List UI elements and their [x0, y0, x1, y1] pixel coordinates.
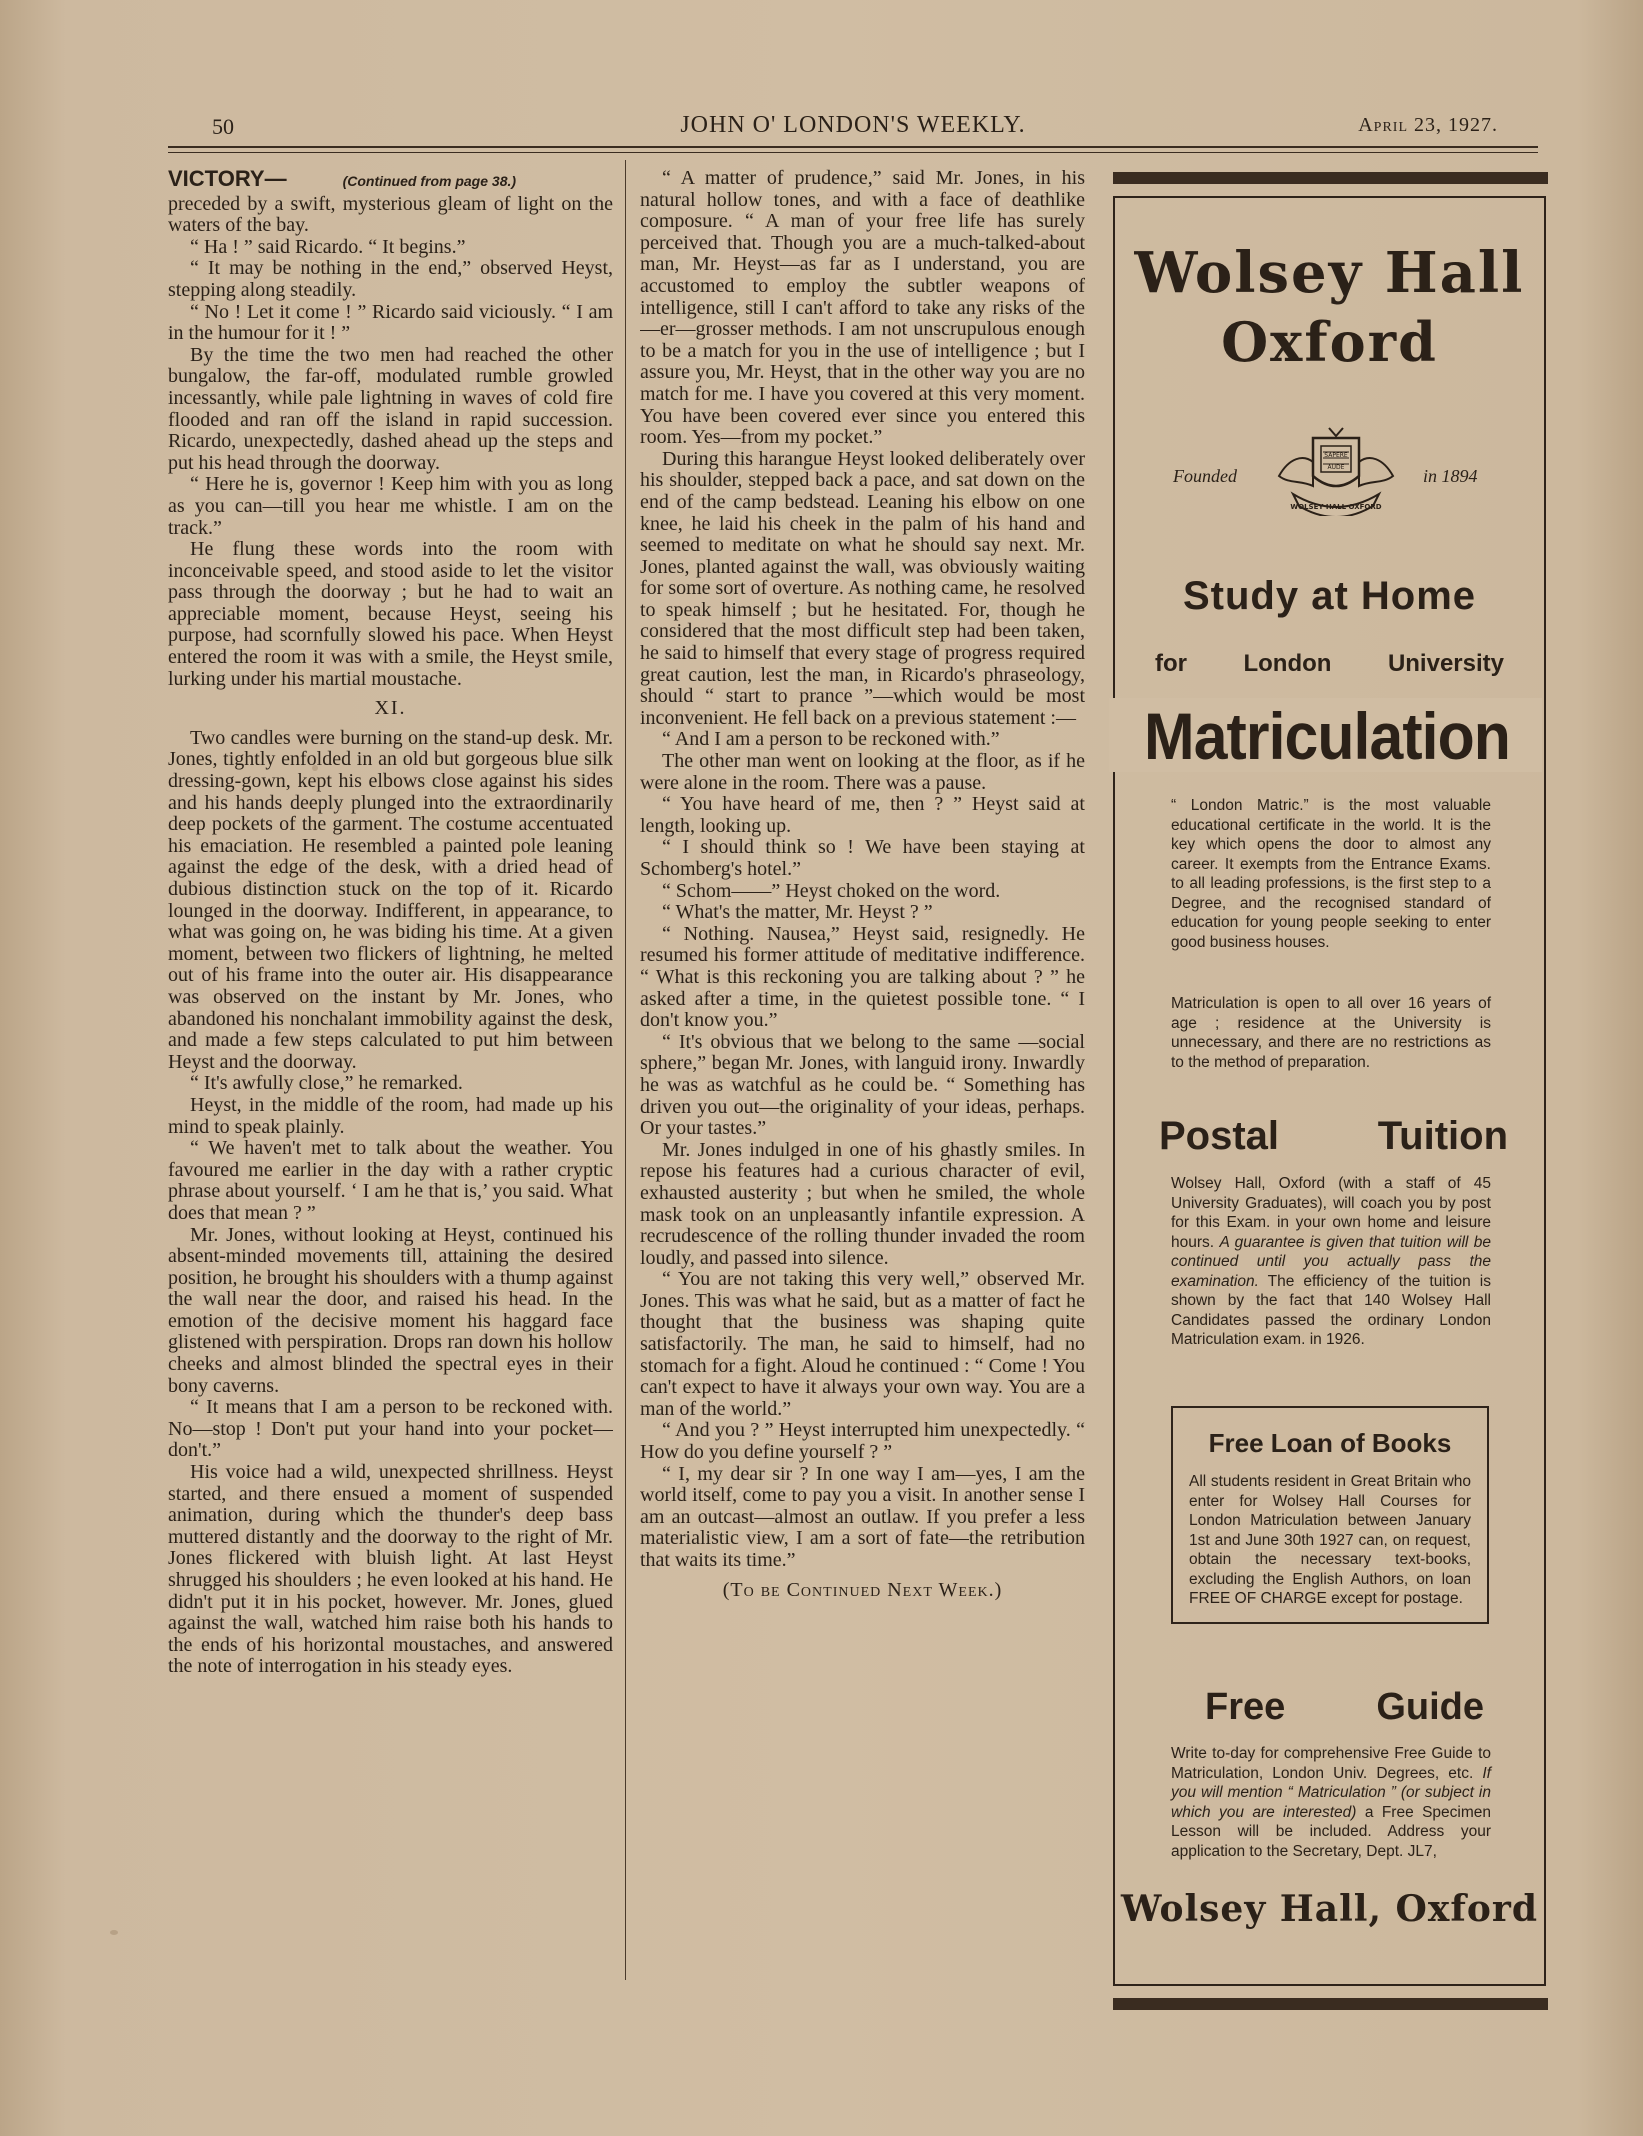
- story-paragraph: By the time the two men had reached the other bungalow, the far-off, modulated rumble growled incessantly, while pale lightning in waves of cold fire flooded and ran off the island in rapid succession. Ricardo, unexpectedly, dashed ahead up the steps and put his head through the doorway.: [168, 343, 613, 474]
- header-rule-thin: [168, 152, 1538, 153]
- story-paragraph: “ A matter of prudence,” said Mr. Jones, in his natural hollow tones, and with a face of deathlike composure. “ A man of your free life has surely perceived that. Though you are a much-talked-about man, Mr. Heyst—as far as I understand, you are accustomed to employ the subtler weapons of intelligence, still I can't afford to take any risks of the—er—grosser methods. I am not unscrupulous enough to be a match for you in the use of intelligence ; but I assure you, Mr. Heyst, that in the other way you are no match for me. I have you covered at this very moment. You have been covered ever since you entered this room. Yes—from my pocket.”: [640, 168, 1085, 449]
- ad-para3-text-c: The efficiency of the tuition is shown by the fact that 140 Wolsey Hall Candidates passed the ordinary London Matriculation exam. in 1926.: [1171, 1272, 1491, 1348]
- header-rule: [168, 146, 1538, 148]
- ad-postal-heading: [1159, 1114, 1508, 1159]
- ad-for-word-2: London: [1243, 650, 1332, 677]
- story-paragraph: His voice had a wild, unexpected shrillness. Heyst started, and there ensued a moment of suspended animation, during which the thunder's deep bass muttered distantly and the doorway to the right of Mr. Jones flickered with bluish light. At last Heyst shrugged his shoulders ; he even looked at his hand. He didn't put it in his pocket, however. Mr. Jones, glued against the wall, watched him raise both his hands to the ends of his horizontal moustaches, and answered the note of interrogation in his steady eyes.: [168, 1461, 613, 1678]
- story-paragraph: “ It's awfully close,” he remarked.: [190, 1072, 463, 1095]
- story-column-2: [640, 168, 1085, 2018]
- ad-founded-label: Founded: [1173, 466, 1237, 486]
- ad-para4-text-c: a Free Specimen Lesson will be included. Address your application to the Secretary, Dept. JL7,: [1171, 1803, 1492, 1860]
- story-paragraph: He flung these words into the room with inconceivable speed, and stood aside to let the visitor pass through the doorway ; but he had to wait an appreciable moment, because Heyst, seeing his purpose, had scornfully slowed his pace. When Heyst entered the room it was with a smile, the Heyst smile, lurking under his martial moustache.: [168, 538, 613, 690]
- wolsey-hall-advert: [1113, 196, 1546, 1986]
- story-paragraph: Mr. Jones indulged in one of his ghastly smiles. In repose his features had a curious character of evil, exhausted austerity ; but when he smiled, the whole mask took on an unpleasantly infantile expression. A recrudescence of the rolling thunder invaded the room loudly, and passed into silence.: [640, 1138, 1085, 1269]
- ad-para4-text-a: Write to-day for comprehensive Free Guide to Matriculation, London Univ. Degrees, etc.: [1171, 1745, 1491, 1782]
- story-paragraph: “ Ha ! ” said Ricardo. “ It begins.”: [190, 235, 466, 258]
- college-crest-icon: [1273, 424, 1399, 516]
- page-header: [168, 108, 1538, 148]
- story-paragraph: Two candles were burning on the stand-up desk. Mr. Jones, tightly enfolded in an old but gorgeous blue silk dressing-gown, kept his elbows close against his sides and his hands deeply plunged into the extraordinarily deep pockets of the garment. The costume accentuated his emaciation. He resembled a painted pole leaning against the edge of the desk, with a dried head of dubious distinction stuck on the top of it. Ricardo lounged in the doorway. Indifferent, in appearance, to what was going on, he was biding his time. At a given moment, between two flickers of lightning, he melted out of his frame into the outer air. His disappearance was observed on the instant by Mr. Jones, who abandoned his nonchalant immobility against the desk, and made a few steps calculated to put him between Heyst and the doorway.: [168, 726, 613, 1073]
- ad-paragraph-4: [1171, 1744, 1491, 1861]
- ad-loan-title: Free Loan of Books: [1208, 1428, 1452, 1458]
- ad-name-line-1: Wolsey Hall: [1134, 240, 1525, 306]
- story-paragraph: “ You have heard of me, then ? ” Heyst said at length, looking up.: [640, 793, 1085, 837]
- to-be-continued: (To be Continued Next Week.): [722, 1578, 1003, 1601]
- continued-note: (Continued from page 38.): [342, 173, 517, 189]
- story-paragraph: “ It means that I am a person to be reckoned with. No—stop ! Don't put your hand into your pocket—don't.”: [168, 1396, 613, 1462]
- story-paragraph: “ And you ? ” Heyst interrupted him unexpectedly. “ How do you define yourself ? ”: [640, 1419, 1085, 1464]
- ad-free-guide-heading: [1205, 1686, 1484, 1729]
- story-paragraph: “ I should think so ! We have been staying at Schomberg's hotel.”: [640, 836, 1085, 880]
- ad-para3-guarantee: A guarantee is given that tuition will be continued until you actually pass the examination.: [1171, 1233, 1491, 1290]
- story-paragraph: Heyst, in the middle of the room, had made up his mind to speak plainly.: [168, 1093, 613, 1138]
- story-paragraph: “ And I am a person to be reckoned with.”: [662, 728, 1000, 751]
- ad-postal-word-2: Tuition: [1377, 1114, 1508, 1158]
- ad-postal-word-1: Postal: [1159, 1114, 1280, 1158]
- ad-guide-word-1: Free: [1205, 1686, 1286, 1728]
- ad-for-word-3: University: [1387, 650, 1504, 677]
- story-paragraph: Mr. Jones, without looking at Heyst, continued his absent-minded movements till, attaining the desired position, he brought his shoulders with a thump against the wall near the door, and raised his head. In the emotion of the decisive moment his haggard face glistened with perspiration. Drops ran down his hollow cheeks and almost blinded the spectral eyes in their bony caverns.: [168, 1223, 613, 1397]
- story-column-1: [168, 168, 613, 2018]
- ad-para4-mention: If you will mention “ Matriculation ” (or subject in which you are interested): [1171, 1764, 1491, 1821]
- ad-signature: Wolsey Hall, Oxford: [1120, 1888, 1539, 1930]
- story-paragraph: “ You are not taking this very well,” observed Mr. Jones. This was what he said, but as a matter of fact he thought that the business was shaping quite satisfactorily. The man, he said to himself, had no stomach for a fight. Aloud he continued : “ Come ! You can't expect to have it always your own way. You are a man of the world.”: [640, 1268, 1085, 1420]
- story-paragraph: preceded by a swift, mysterious gleam of light on the waters of the bay.: [168, 192, 613, 237]
- story-paragraph: “ It may be nothing in the end,” observed Heyst, stepping along steadily.: [168, 257, 613, 301]
- paragraph-group-a: [168, 194, 613, 691]
- story-paragraph: “ It's obvious that we belong to the same —social sphere,” began Mr. Jones, with languid irony. Inwardly he was as watchful as he could be. “ Something has driven you out—the originality of your ideas, perhaps. Or your tastes.”: [640, 1030, 1085, 1140]
- ad-para3-text-a: Wolsey Hall, Oxford (with a staff of 45 University Graduates), will coach you by post for this Exam. in your own home and leisure hours.: [1171, 1175, 1491, 1251]
- story-paragraph: “ I, my dear sir ? In one way I am—yes, I am the world itself, come to pay you a visit. In another sense I am an outcast—almost an outlaw. If you prefer a less materialistic view, I am a sort of fate—the retribution that waits its time.”: [640, 1462, 1085, 1571]
- paragraph-group-b: [168, 728, 613, 1678]
- story-heading: [168, 168, 613, 193]
- story-paragraph: “ We haven't met to talk about the weather. You favoured me earlier in the day with a rather cryptic phrase about yourself. ‘ I am he that is,’ you said. What does that mean ? ”: [168, 1137, 613, 1224]
- ad-loan-box: [1171, 1406, 1489, 1624]
- paragraph-group-c: [640, 168, 1085, 1572]
- story-paragraph: “ Nothing. Nausea,” Heyst said, resignedly. He resumed his former attitude of meditative indifference. “ What is this reckoning you are talking about ? ” he asked after a time, in the quietest possible tone. “ I don't know you.”: [640, 922, 1085, 1032]
- issue-date: April 23, 1927.: [1358, 114, 1498, 136]
- column-divider: [625, 160, 626, 1980]
- story-paragraph: “ What's the matter, Mr. Heyst ? ”: [662, 901, 933, 924]
- story-paragraph: During this harangue Heyst looked deliberately over his shoulder, stepped back a pace, and sat down on the end of the camp bedstead. Leaning his elbow on one knee, he laid his cheek in the palm of his hand and seemed to meditate on what he should say next. Mr. Jones, planted against the wall, was obviously waiting for some sort of overture. As nothing came, he resolved to speak himself ; but he hesitated. For, though he considered that the most difficult step had been taken, he said to himself that every stage of progress required great caution, lest the man, in Ricardo's phraseology, should “ start to prance ”—which would be most inconvenient. He fell back on a previous statement :—: [640, 447, 1085, 729]
- ad-for-word-1: for: [1155, 650, 1187, 677]
- ad-for-line: [1155, 650, 1504, 678]
- ad-guide-word-2: Guide: [1376, 1686, 1484, 1728]
- paper-spot: [312, 765, 318, 771]
- crest-word-1: SAPERE: [1324, 452, 1348, 459]
- story-title: VICTORY—: [168, 168, 287, 191]
- ad-paragraph-3: [1171, 1174, 1491, 1350]
- page-number: 50: [212, 114, 234, 139]
- ad-name-line-2: Oxford: [1221, 310, 1438, 374]
- story-paragraph: “ No ! Let it come ! ” Ricardo said viciously. “ I am in the humour for it ! ”: [168, 300, 613, 345]
- ad-study-heading: Study at Home: [1182, 574, 1477, 618]
- crest-word-2: AUDE: [1327, 464, 1345, 471]
- ad-top-bar: [1113, 172, 1548, 184]
- ad-paragraph-1: “ London Matric.” is the most valuable educational certificate in the world. It is the key which opens the door to almost any career. It exempts from the Entrance Exams. to all leading professions, is the first step to a Degree, and the recognised standard of education for young people seeking to enter good business houses.: [1171, 797, 1491, 951]
- ad-founded-year: in 1894: [1423, 466, 1478, 486]
- chapter-number: XI.: [374, 697, 407, 720]
- ad-paragraph-2: Matriculation is open to all over 16 years of age ; residence at the University is unnecessary, and there are no restrictions as to the method of preparation.: [1171, 995, 1491, 1071]
- ad-bottom-bar: [1113, 1998, 1548, 2010]
- paper-spot: [110, 1930, 118, 1935]
- ad-loan-text: All students resident in Great Britain who enter for Wolsey Hall Courses for London Matriculation between January 1st and June 30th 1927 can, on request, obtain the necessary text-books, excluding the English Authors, on loan FREE OF CHARGE except for postage.: [1189, 1473, 1471, 1607]
- publication-title: JOHN O' LONDON'S WEEKLY.: [680, 112, 1026, 138]
- crest-ribbon-text: WOLSEY HALL OXFORD: [1290, 503, 1382, 511]
- story-paragraph: The other man went on looking at the floor, as if he were alone in the room. There was a pause.: [640, 750, 1085, 794]
- story-paragraph: “ Here he is, governor ! Keep him with you as long as you can—till you hear me whistle. I am on the track.”: [168, 473, 613, 539]
- ad-matriculation-heading: Matriculation: [1144, 699, 1510, 773]
- story-paragraph: “ Schom——” Heyst choked on the word.: [662, 879, 1001, 902]
